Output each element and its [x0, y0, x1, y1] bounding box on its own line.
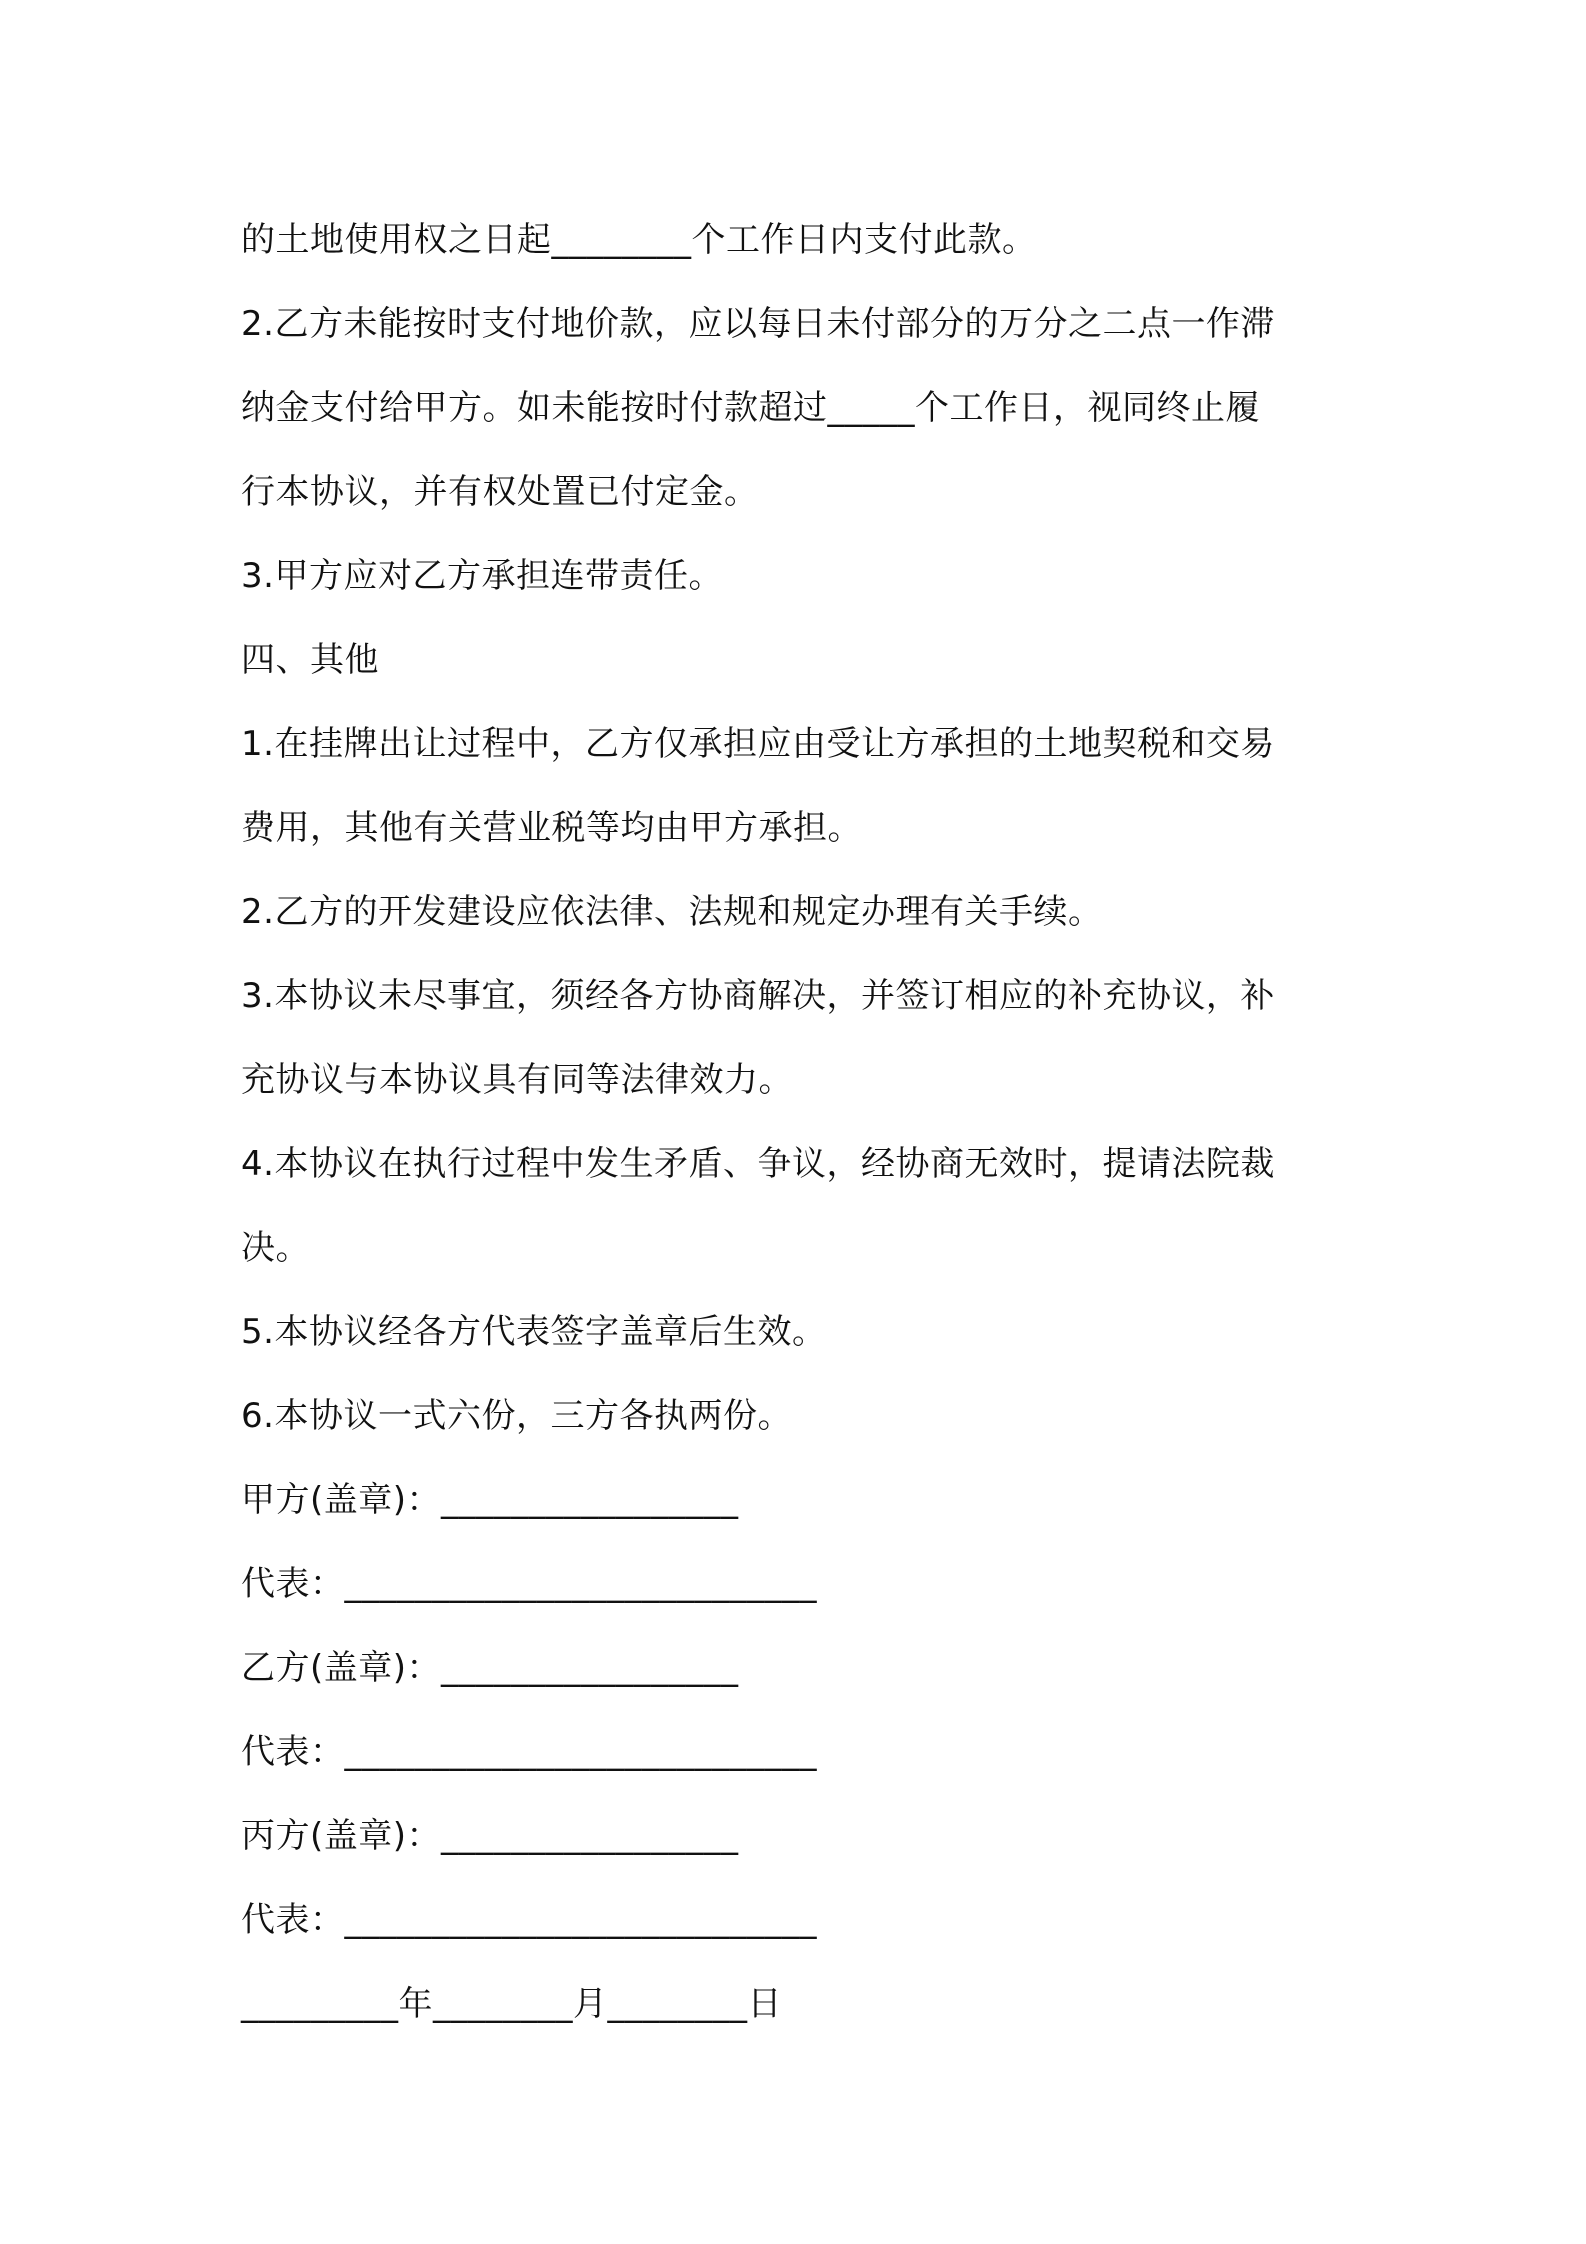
document-body: [241, 198, 1361, 2046]
signature-party-a: 甲方(盖章)：_________________: [241, 1480, 739, 1520]
signature-representative-c: 代表：___________________________: [241, 1900, 817, 1940]
text-line: 4.本协议在执行过程中发生矛盾、争议，经协商无效时，提请法院裁: [241, 1144, 1275, 1184]
text-line: 行本协议，并有权处置已付定金。: [241, 472, 759, 512]
text-line: 2.乙方未能按时支付地价款，应以每日未付部分的万分之二点一作滞: [241, 304, 1275, 344]
text-line: 3.甲方应对乙方承担连带责任。: [241, 556, 723, 596]
text-line: 费用，其他有关营业税等均由甲方承担。: [241, 808, 862, 848]
text-line: 3.本协议未尽事宜，须经各方协商解决，并签订相应的补充协议，补: [241, 976, 1275, 1016]
text-line: 的土地使用权之日起________个工作日内支付此款。: [241, 220, 1037, 260]
signature-party-b: 乙方(盖章)：_________________: [241, 1648, 739, 1688]
text-line: 6.本协议一式六份，三方各执两份。: [241, 1396, 792, 1436]
text-line: 决。: [241, 1228, 310, 1268]
text-line: 纳金支付给甲方。如未能按时付款超过_____个工作日，视同终止履: [241, 388, 1260, 428]
text-line: 1.在挂牌出让过程中，乙方仅承担应由受让方承担的土地契税和交易: [241, 724, 1275, 764]
signature-representative-b: 代表：___________________________: [241, 1732, 817, 1772]
section-heading: 四、其他: [241, 640, 379, 680]
date-line: _________年________月________日: [241, 1984, 782, 2024]
signature-representative-a: 代表：___________________________: [241, 1564, 817, 1604]
text-line: 5.本协议经各方代表签字盖章后生效。: [241, 1312, 827, 1352]
text-line: 充协议与本协议具有同等法律效力。: [241, 1060, 793, 1100]
text-line: 2.乙方的开发建设应依法律、法规和规定办理有关手续。: [241, 892, 1103, 932]
signature-party-c: 丙方(盖章)：_________________: [241, 1816, 739, 1856]
